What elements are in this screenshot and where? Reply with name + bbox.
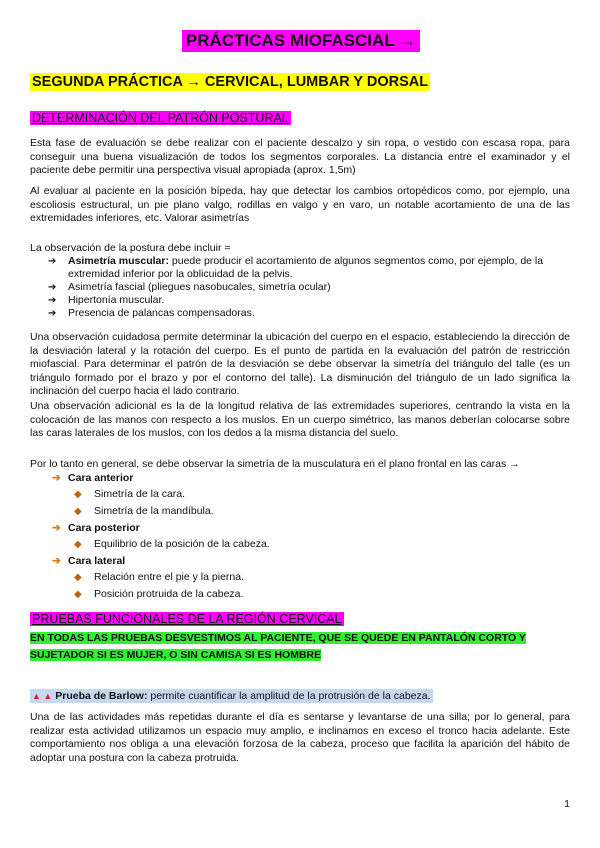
caras-list (52, 472, 270, 605)
barlow-title: Prueba de Barlow: (55, 690, 148, 702)
observation-list (48, 255, 568, 320)
list-intro: La observación de la postura debe incluir = (30, 242, 231, 254)
list-item: ◆ Simetría de la mandíbula. (74, 505, 270, 518)
cara-posterior-items (74, 538, 270, 551)
list-item: ➔ Asimetría fascial (pliegues nasobucales, simetría ocular) (48, 281, 568, 294)
list-item: ◆ Simetría de la cara. (74, 488, 270, 501)
paragraph-evaluation: Esta fase de evaluación se debe realizar con el paciente descalzo y sin ropa, o vestido con escasa ropa, para conseguir una buena visualización de todos los segmentos corporales. La distancia entre el examinador y el paciente debe permitir una perspectiva visual apropiada (aprox. 1,5m) (30, 137, 570, 176)
paragraph-barlow: Una de las actividades más repetidas durante el día es sentarse y levantarse de una silla; por lo general, para realizar esta actividad utilizamos un espacio muy amplio, e inclinamos en exceso el tronco hacia adelante. Este comportamiento nos obliga a una elevación forzosa de la cabeza, proceso que facilita la aparición del hábito de adoptar una postura con la cabeza protruida. (30, 711, 570, 764)
practice-subtitle: SEGUNDA PRÁCTICA → CERVICAL, LUMBAR Y DORSAL (32, 74, 429, 90)
list-item: ➔ Presencia de palancas compensadoras. (48, 307, 568, 320)
list-item: ➔ Hipertonía muscular. (48, 294, 568, 307)
list-item: ◆ Relación entre el pie y la pierna. (74, 571, 270, 584)
title-wrapper (30, 30, 572, 52)
cara-lateral-label: ➔ Cara lateral (52, 555, 270, 568)
cara-lateral-items (74, 571, 270, 601)
paragraph-symmetry: Por lo tanto en general, se debe observar la simetría de la musculatura en el plano frontal en las caras → (30, 458, 520, 470)
postural-pattern-heading: DETERMINACIÓN DEL PATRÓN POSTURAL (32, 111, 289, 125)
undress-note: EN TODAS LAS PRUEBAS DESVESTIMOS AL PACIENTE, QUE SE QUEDE EN PANTALÓN CORTO Y SUJETADOR SI ES MUJER, O SIN CAMISA SI ES HOMBRE (30, 632, 526, 661)
list-item: ◆ Posición protruida de la cabeza. (74, 588, 270, 601)
barlow-test-line (30, 689, 433, 703)
paragraph-bipedal: Al evaluar al paciente en la posición bípeda, hay que detectar los cambios ortopédicos como, por ejemplo, una escoliosis estructural, un pie plano valgo, rodillas en valgo y en varo, un notable acortamiento de una de las extremidades inferiores, etc. Valorar asimetrías (30, 185, 570, 224)
list-item: ➔ Asimetría muscular: puede producir el acortamiento de algunos segmentos como, por ejemplo, de la extremidad inferior por la oblicuidad de la pelvis. (48, 255, 568, 281)
cara-anterior-label: ➔ Cara anterior (52, 472, 270, 485)
paragraph-observation: Una observación cuidadosa permite determinar la ubicación del cuerpo en el espacio, estableciendo la dirección de la desviación lateral y la rotación del cuerpo. Es el punto de partida en la evaluación del patrón de restricción miofascial. Para determinar el patrón de la desviación se debe observar la simetría del triángulo del talle (es un triángulo formado por el brazo y por el contorno del talle). La disminución del triángulo de un lado significa la inclinación del cuerpo hacia el lado contrario. (30, 331, 570, 397)
paragraph-extremities: Una observación adicional es la de la longitud relativa de las extremidades superiores, centrando la vista en la colocación de las manos con respecto a los muslos. En un cuerpo simétrico, las manos deberían colocarse sobre las caras laterales de los muslos, con los dedos a la misma distancia del suelo. (30, 400, 570, 439)
page-number: 1 (564, 798, 570, 810)
cara-anterior-items (74, 488, 270, 518)
document-title: PRÁCTICAS MIOFASCIAL → (182, 30, 420, 52)
cervical-tests-heading: PRUEBAS FUNCIONALES DE LA REGIÓN CERVICAL (32, 612, 342, 626)
list-item: ◆ Equilibrio de la posición de la cabeza. (74, 538, 270, 551)
warning-triangle-icon: ▲ ▲ (32, 691, 53, 701)
cara-posterior-label: ➔ Cara posterior (52, 522, 270, 535)
barlow-description: permite cuantificar la amplitud de la protrusión de la cabeza. (147, 690, 431, 702)
